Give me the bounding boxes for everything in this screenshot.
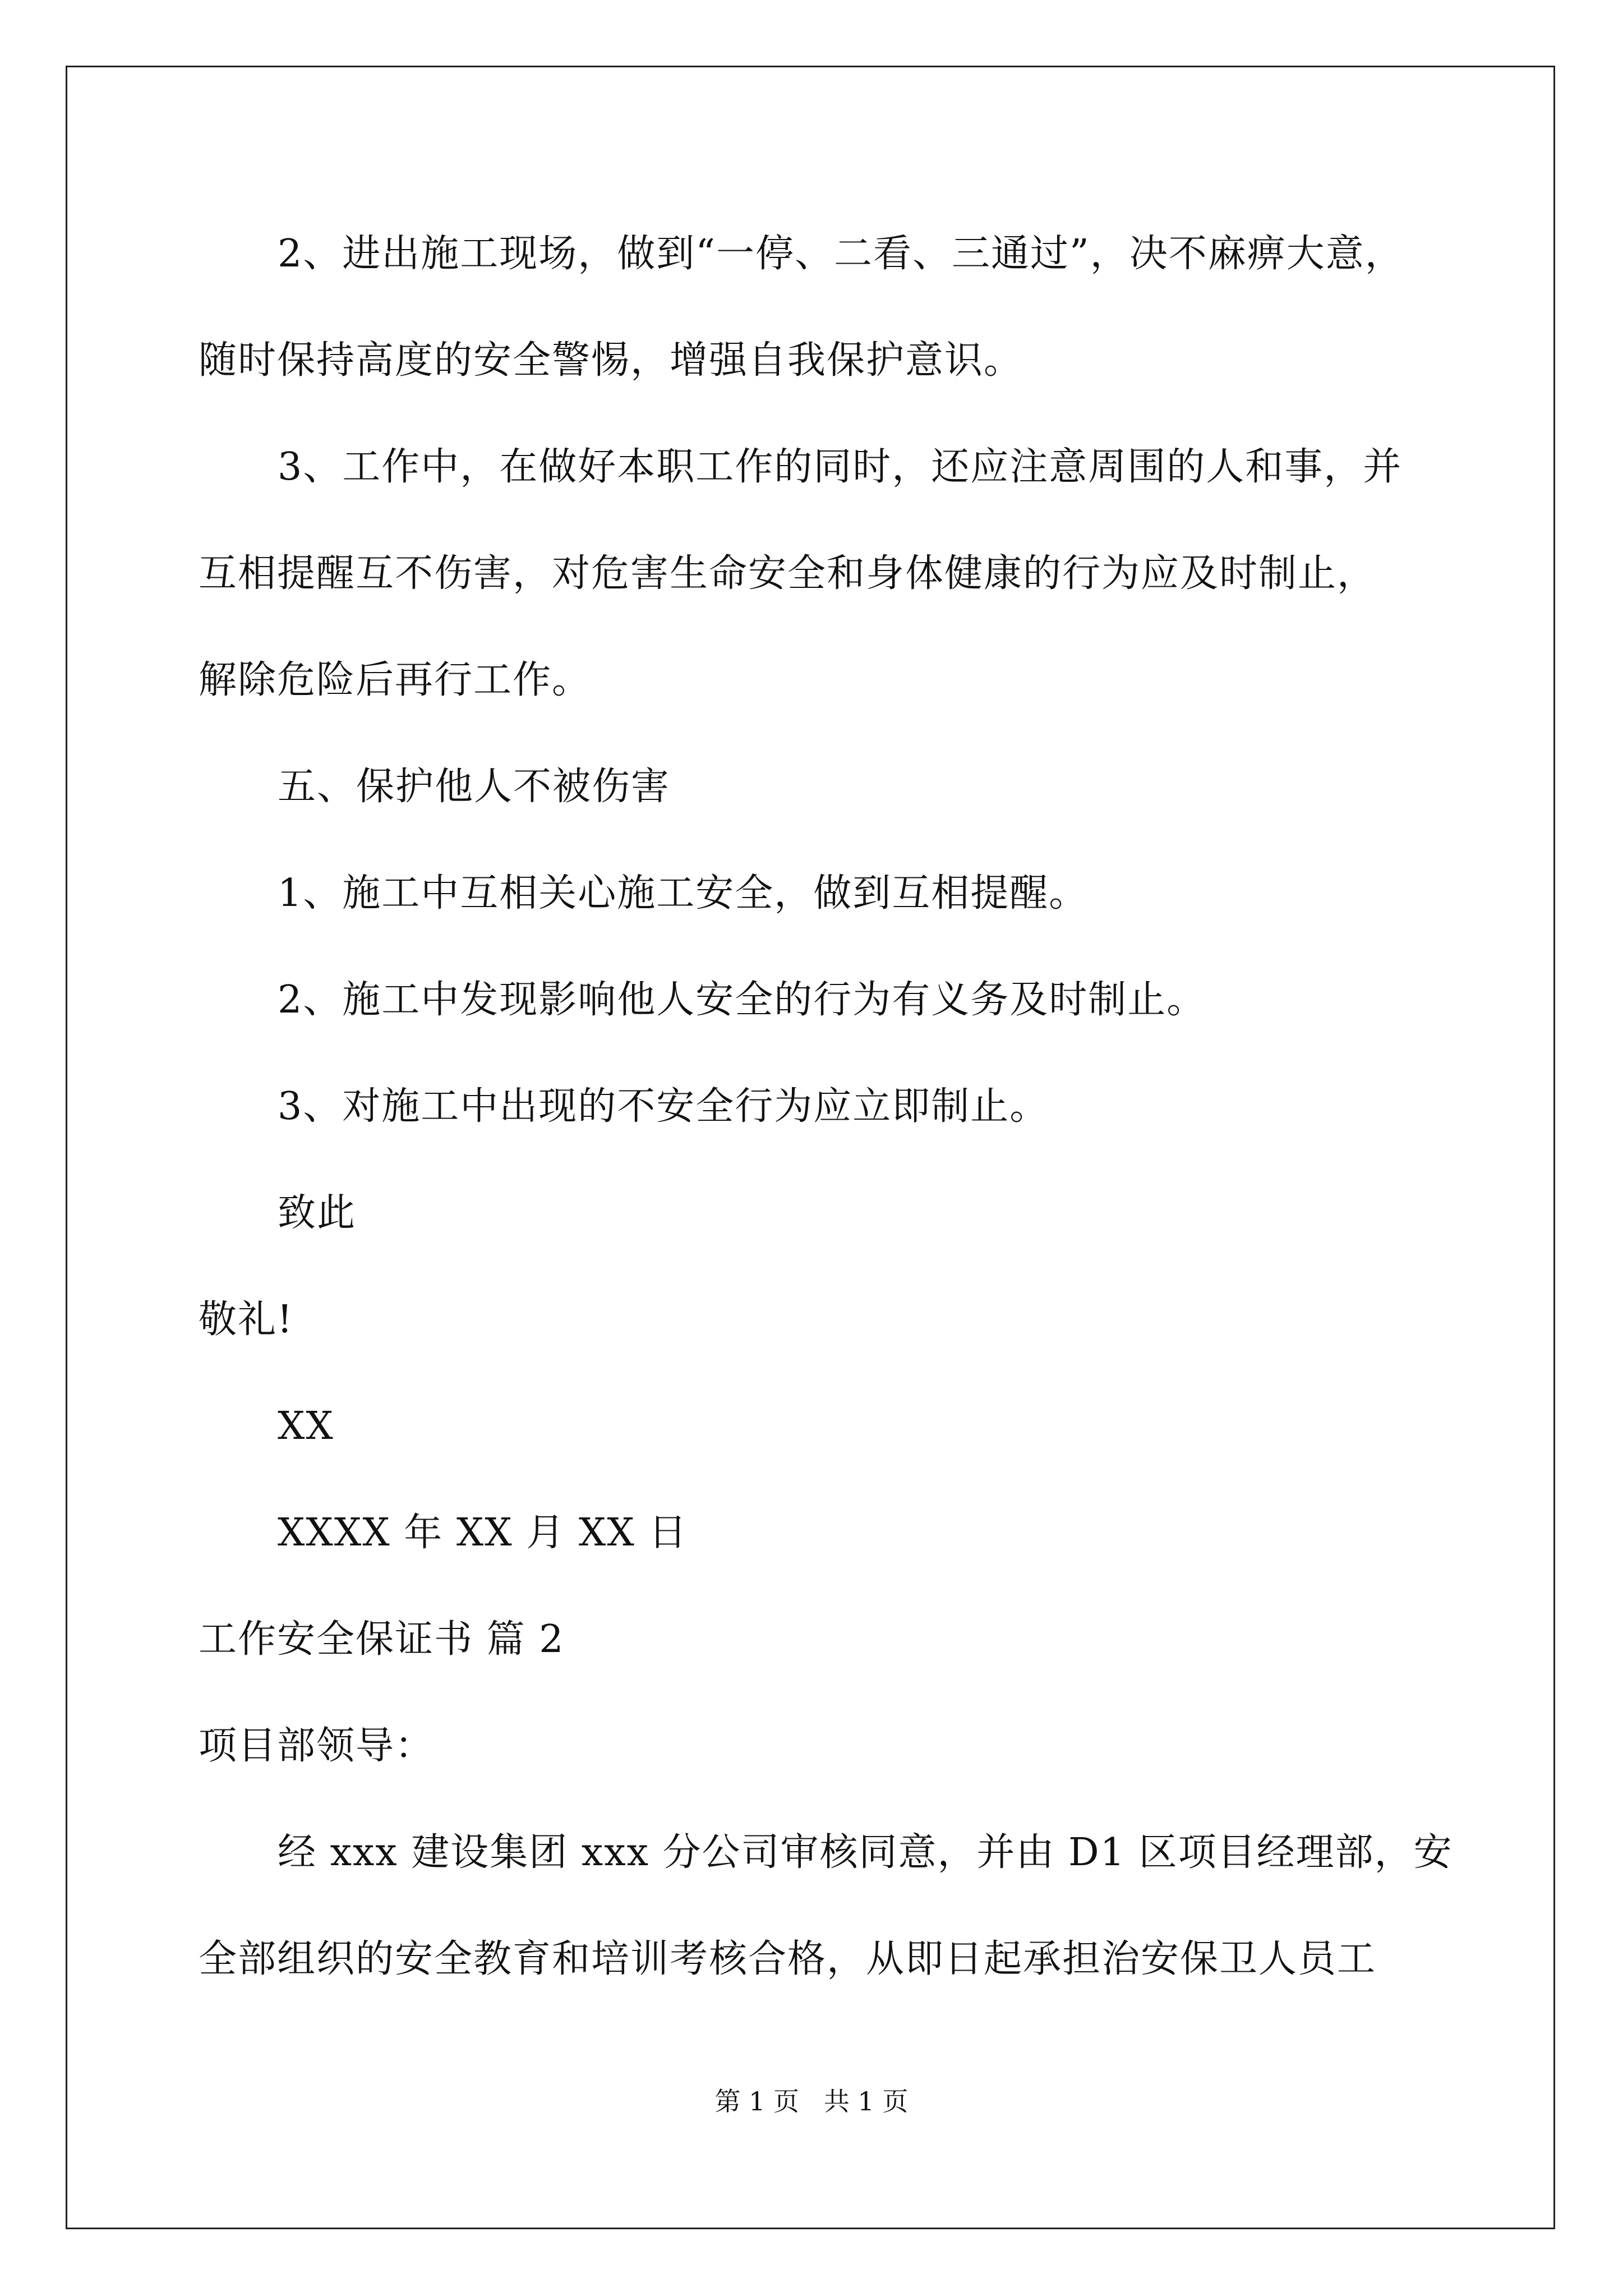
paragraph-line: 全部组织的安全教育和培训考核合格，从即日起承担治安保卫人员工 [199, 1937, 1377, 1981]
section-heading: 五、保护他人不被伤害 [278, 765, 671, 809]
signature-date: XXXX 年 XX 月 XX 日 [278, 1511, 688, 1555]
paragraph-line: 互相提醒互不伤害，对危害生命安全和身体健康的行为应及时制止， [199, 551, 1377, 596]
signature-name: XX [278, 1404, 334, 1448]
page-footer: 第 1 页 共 1 页 [714, 2086, 909, 2116]
paragraph-line: 1、施工中互相关心施工安全，做到互相提醒。 [278, 871, 1089, 915]
paragraph-line: 2、施工中发现影响他人安全的行为有义务及时制止。 [278, 978, 1206, 1022]
addressee: 项目部领导： [199, 1724, 435, 1768]
paragraph-line: 3、工作中，在做好本职工作的同时，还应注意周围的人和事，并 [278, 445, 1403, 489]
salutation: 敬礼! [199, 1297, 294, 1342]
paragraph-line: 3、对施工中出现的不安全行为应立即制止。 [278, 1084, 1049, 1129]
paragraph-line: 解除危险后再行工作。 [199, 658, 592, 702]
document-title: 工作安全保证书 篇 2 [199, 1617, 565, 1662]
paragraph-line: 随时保持高度的安全警惕，增强自我保护意识。 [199, 338, 1023, 383]
paragraph-line: 2、进出施工现场，做到“一停、二看、三通过”，决不麻痹大意， [278, 232, 1404, 276]
closing-line: 致此 [278, 1191, 357, 1235]
page-border [66, 66, 1555, 2229]
paragraph-line: 经 xxx 建设集团 xxx 分公司审核同意，并由 D1 区项目经理部，安 [278, 1830, 1453, 1875]
